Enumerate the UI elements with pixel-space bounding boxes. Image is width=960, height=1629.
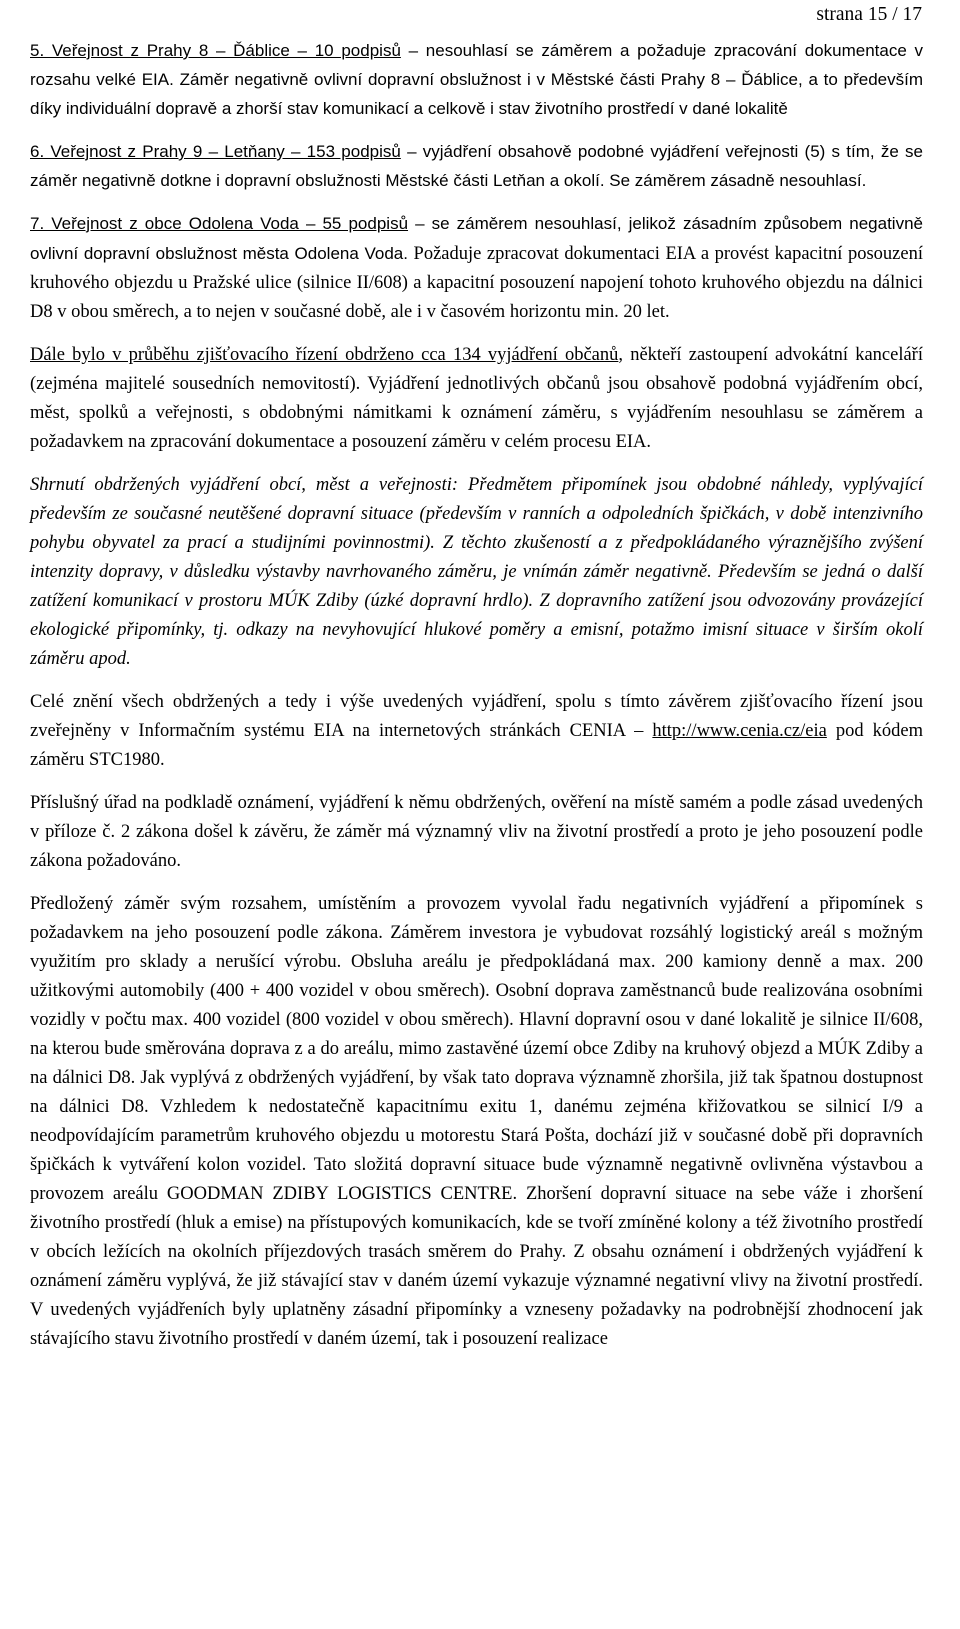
paragraph-citizens (30, 341, 923, 457)
paragraph-5-text: – nesouhlasí se záměrem a požaduje zpracování dokumentace v rozsahu velké EIA. Záměr negativně ovlivní dopravní obslužnost i v Městské části Prahy 8 – Ďáblice, a to především díky individuální dopravě a zhorší stav komunikací a celkově i stav životního prostředí v dané lokalitě (30, 41, 923, 118)
page-number: strana 15 / 17 (816, 4, 922, 25)
paragraph-7-text: – se záměrem nesouhlasí, jelikož zásadním způsobem negativně ovlivní dopravní obslužnost města Odolena Voda. (30, 214, 923, 263)
assessment-paragraph: Předložený záměr svým rozsahem, umístěním a provozem vyvolal řadu negativních vyjádření a připomínek s požadavkem na jeho posouzení podle zákona. Záměrem investora je vybudovat rozsáhlý logistický areál s možným využitím pro sklady a nerušící výrobu. Obsluha areálu je předpokládaná max. 200 kamiony denně a max. 200 užitkovými automobily (400 + 400 vozidel v obou směrech). Osobní doprava zaměstnanců bude realizována osobními vozidly v počtu max. 400 vozidel (800 vozidel v obou směrech). Hlavní dopravní osou v dané lokalitě je silnice II/608, na kterou bude směrována doprava z a do areálu, mimo zastavěné území obce Zdiby na kruhový objezd a MÚK Zdiby a na dálnici D8. Jak vyplývá z obdržených vyjádření, by však tato doprava významně zhoršila, již tak špatnou dostupnost na dálnici D8. Vzhledem k nedostatečně kapacitnímu exitu 1, danému zejména křižovatkou se silnicí I/9 a neodpovídajícím parametrům kruhového objezdu u motorestu Stará Pošta, dochází již v současné době při dopravních špičkách k vytváření kolon vozidel. Tato složitá dopravní situace bude významně negativně ovlivněna výstavbou a provozem areálu GOODMAN ZDIBY LOGISTICS CENTRE. Zhoršení dopravní situace na sebe váže i zhoršení životního prostředí (hluk a emise) na přístupových komunikacích, kde se tvoří zmíněné kolony a též životního prostředí v obcích ležících na okolních příjezdových trasách směrem do Prahy. Z obsahu oznámení i obdržených vyjádření k oznámení záměru vyplývá, že již stávající stav v daném území vykazuje významné negativní vlivy na životní prostředí. V uvedených vyjádřeních byly uplatněny zásadní připomínky a vzneseny požadavky na podrobnější zhodnocení jak stávajícího stavu životního prostředí v daném území, tak i posouzení realizace (30, 894, 923, 1349)
cenia-link[interactable]: http://www.cenia.cz/eia (652, 721, 827, 741)
publication-paragraph (30, 688, 923, 775)
authority-conclusion-paragraph: Příslušný úřad na podkladě oznámení, vyjádření k němu obdržených, ověření na místě samém a podle zásad uvedených v příloze č. 2 zákona došel k závěru, že záměr má významný vliv na životní prostředí a proto je jeho posouzení podle zákona požadováno. (30, 793, 923, 871)
summary-paragraph: Shrnutí obdržených vyjádření obcí, měst a veřejnosti: Předmětem připomínek jsou obdobné náhledy, vyplývající především ze současné neutěšené dopravní situace (především v ranních a odpoledních špičkách, v době intenzivního pohybu obyvatel za prací a studijními povinnostmi). Z těchto zkušeností a z předpokládaného výraznějšího zvýšení intenzity dopravy, v důsledku výstavby navrhovaného záměru, je vnímán záměr negativně. Především se jedná o další zatížení komunikací v prostoru MÚK Zdiby (úzké dopravní hrdlo). Z dopravního zatížení jsou odvozovány provázející ekologické připomínky, tj. odkazy na nevyhovující hlukové poměry a emisní, potažmo imisní situace v širším okolí záměru apod. (30, 475, 923, 669)
paragraph-5 (30, 36, 923, 123)
paragraph-6-heading: 6. Veřejnost z Prahy 9 – Letňany – 153 podpisů (30, 142, 401, 161)
paragraph-6-text: – vyjádření obsahově podobné vyjádření veřejnosti (5) s tím, že se záměr negativně dotkne i dopravní obslužnosti Městské části Letňan a okolí. Se záměrem zásadně nesouhlasí. (30, 142, 923, 190)
publication-code-text: pod kódem záměru STC1980. (30, 721, 923, 770)
paragraph-citizens-heading: Dále bylo v průběhu zjišťovacího řízení obdrženo cca 134 vyjádření občanů (30, 345, 619, 365)
paragraph-citizens-text: , někteří zastoupení advokátní kanceláří (zejména majitelé sousedních nemovitostí). Vyjádření jednotlivých občanů jsou obsahově podobná vyjádřením obcí, měst, spolků a veřejnosti, s obdobnými námitkami k oznámení záměru, s vyjádřením nesouhlasu se záměrem a požadavkem na zpracování dokumentace a posouzení záměru v celém procesu EIA. (30, 345, 923, 452)
paragraph-7-requirements: Požaduje zpracovat dokumentaci EIA a provést kapacitní posouzení kruhového objezdu u Pražské ulice (silnice II/608) a kapacitní posouzení napojení tohoto kruhového objezdu na dálnici D8 v obou směrech, a to nejen v současné době, ale i v časovém horizontu min. 20 let. (30, 244, 923, 322)
publication-text: Celé znění všech obdržených a tedy i výše uvedených vyjádření, spolu s tímto závěrem zjišťovacího řízení jsou zveřejněny v Informačním systému EIA na internetových stránkách CENIA – (30, 692, 923, 741)
paragraph-6 (30, 137, 923, 195)
paragraph-7 (30, 209, 923, 327)
paragraph-7-heading: 7. Veřejnost z obce Odolena Voda – 55 podpisů (30, 214, 409, 233)
paragraph-5-heading: 5. Veřejnost z Prahy 8 – Ďáblice – 10 podpisů (30, 41, 401, 60)
document-body (30, 36, 923, 1368)
